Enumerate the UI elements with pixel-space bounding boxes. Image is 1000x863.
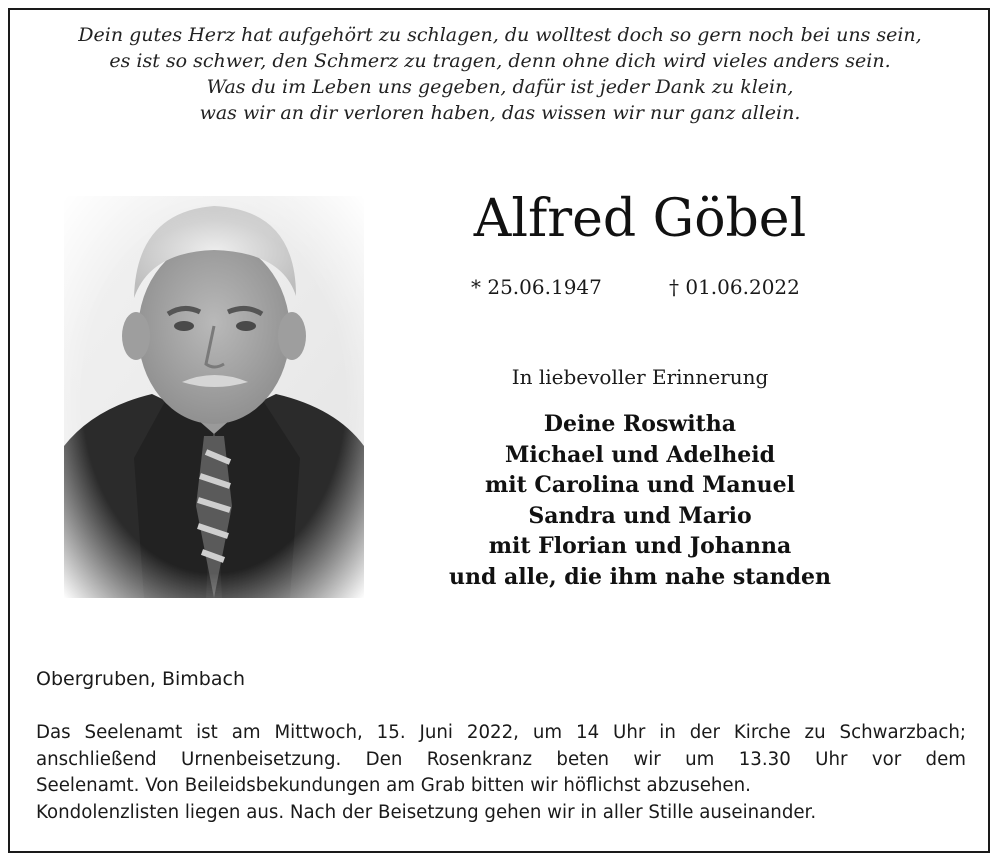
- poem-line: Was du im Leben uns gegeben, dafür ist jeder Dank zu klein,: [206, 76, 794, 98]
- memorial-poem: [0, 22, 1000, 126]
- mourner-line: mit Florian und Johanna: [488, 533, 792, 560]
- notice-line: Das Seelenamt ist am Mittwoch, 15. Juni 2022, um 14 Uhr in der Kirche zu Schwarzbach;: [36, 722, 966, 743]
- mourner-line: mit Carolina und Manuel: [484, 472, 796, 499]
- mourner-line: Sandra und Mario: [528, 502, 752, 529]
- notice-line: Kondolenzlisten liegen aus. Nach der Beisetzung gehen wir in aller Stille auseinander.: [36, 801, 817, 823]
- mourner-line: Deine Roswitha: [543, 411, 737, 437]
- poem-line: was wir an dir verloren haben, das wissen wir nur ganz allein.: [199, 102, 801, 124]
- funeral-notice: [36, 720, 966, 826]
- memory-line: In liebevoller Erinnerung: [511, 365, 769, 389]
- birth-date: * 25.06.1947: [471, 275, 602, 299]
- poem-line: es ist so schwer, den Schmerz zu tragen, denn ohne dich wird vieles anders sein.: [109, 50, 891, 72]
- poem-line: Dein gutes Herz hat aufgehört zu schlagen, du wolltest doch so gern noch bei uns sein,: [78, 24, 922, 46]
- mourners-list: [400, 409, 880, 593]
- notice-line: anschließend Urnenbeisetzung. Den Rosenkranz beten wir um 13.30 Uhr vor dem: [36, 748, 966, 770]
- mourner-line: und alle, die ihm nahe standen: [448, 563, 832, 590]
- deceased-name: Alfred Göbel: [473, 189, 807, 249]
- notice-line: Seelenamt. Von Beileidsbekundungen am Grab bitten wir höflichst abzusehen.: [36, 775, 751, 796]
- place-line: Obergruben, Bimbach: [36, 668, 245, 690]
- death-date: † 01.06.2022: [669, 275, 800, 299]
- portrait-photo: [64, 196, 364, 598]
- mourner-line: Michael und Adelheid: [505, 441, 775, 468]
